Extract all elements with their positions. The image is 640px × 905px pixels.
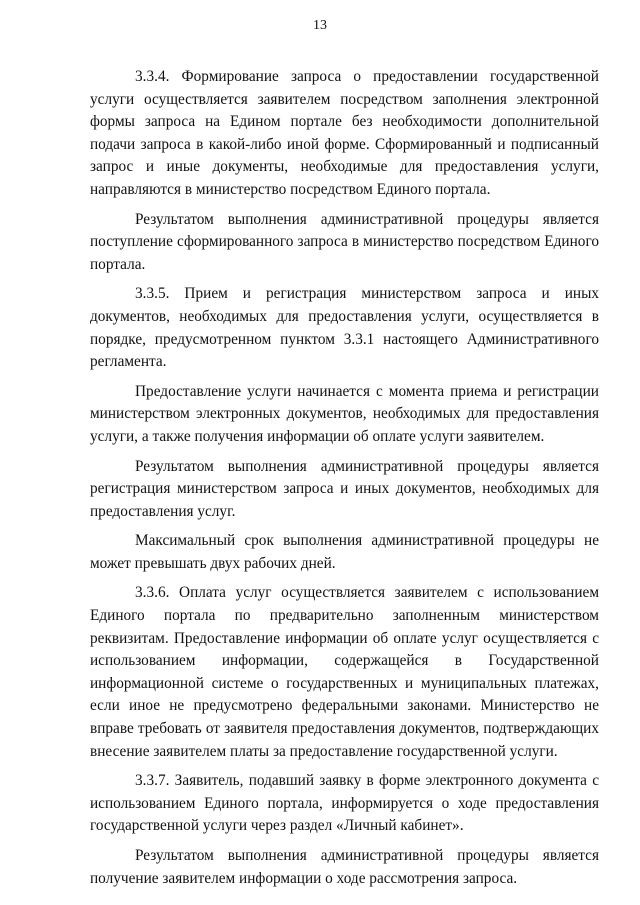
paragraph-max-term: Максимальный срок выполнения административной процедуры не может превышать двух рабочих дней.: [90, 532, 599, 572]
paragraph-result-3: Результатом выполнения административной процедуры является получение заявителем информации о ходе рассмотрения запроса.: [90, 847, 599, 887]
paragraph-3-3-5: 3.3.5. Прием и регистрация министерством запроса и иных документов, необходимых для предоставления услуги, осуществляется в порядке, предусмотренном пунктом 3.3.1 настоящего Административного регламента.: [90, 285, 599, 371]
paragraph-3-3-6: 3.3.6. Оплата услуг осуществляется заявителем с использованием Единого портала по предварительно заполненным министерством реквизитам. Предоставление информации об оплате услуг осуществляется с использованием информации, содержащейся в Государственной информационной системе о государственных и муниципальных платежах, если иное не предусмотрено федеральными законами. Министерство не вправе требовать от заявителя предоставления документов, подтверждающих внесение заявителем платы за предоставление государственной услуги.: [90, 584, 599, 760]
paragraph-3-3-7: 3.3.7. Заявитель, подавший заявку в форме электронного документа с использованием Единого портала, информируется о ходе предоставления государственной услуги через раздел «Личный кабинет».: [90, 772, 599, 835]
page-number: 13: [313, 18, 327, 33]
paragraph-result-2: Результатом выполнения административной процедуры является регистрация министерством запроса и иных документов, необходимых для предоставления услуг.: [90, 457, 599, 520]
paragraph-3-3-4: 3.3.4. Формирование запроса о предоставлении государственной услуги осуществляется заявителем посредством заполнения электронной формы запроса на Едином портале без необходимости дополнительной подачи запроса в какой-либо иной форме. Сформированный и подписанный запрос и иные документы, необходимые для предоставления услуги, направляются в министерство посредством Единого портала.: [90, 68, 599, 198]
document-body: [90, 66, 599, 897]
paragraph-service-start: Предоставление услуги начинается с момента приема и регистрации министерством электронных документов, необходимых для предоставления услуги, а также получения информации об оплате услуги заявителем.: [90, 382, 599, 445]
paragraph-result-1: Результатом выполнения административной процедуры является поступление сформированного запроса в министерство посредством Единого портала.: [90, 210, 599, 273]
